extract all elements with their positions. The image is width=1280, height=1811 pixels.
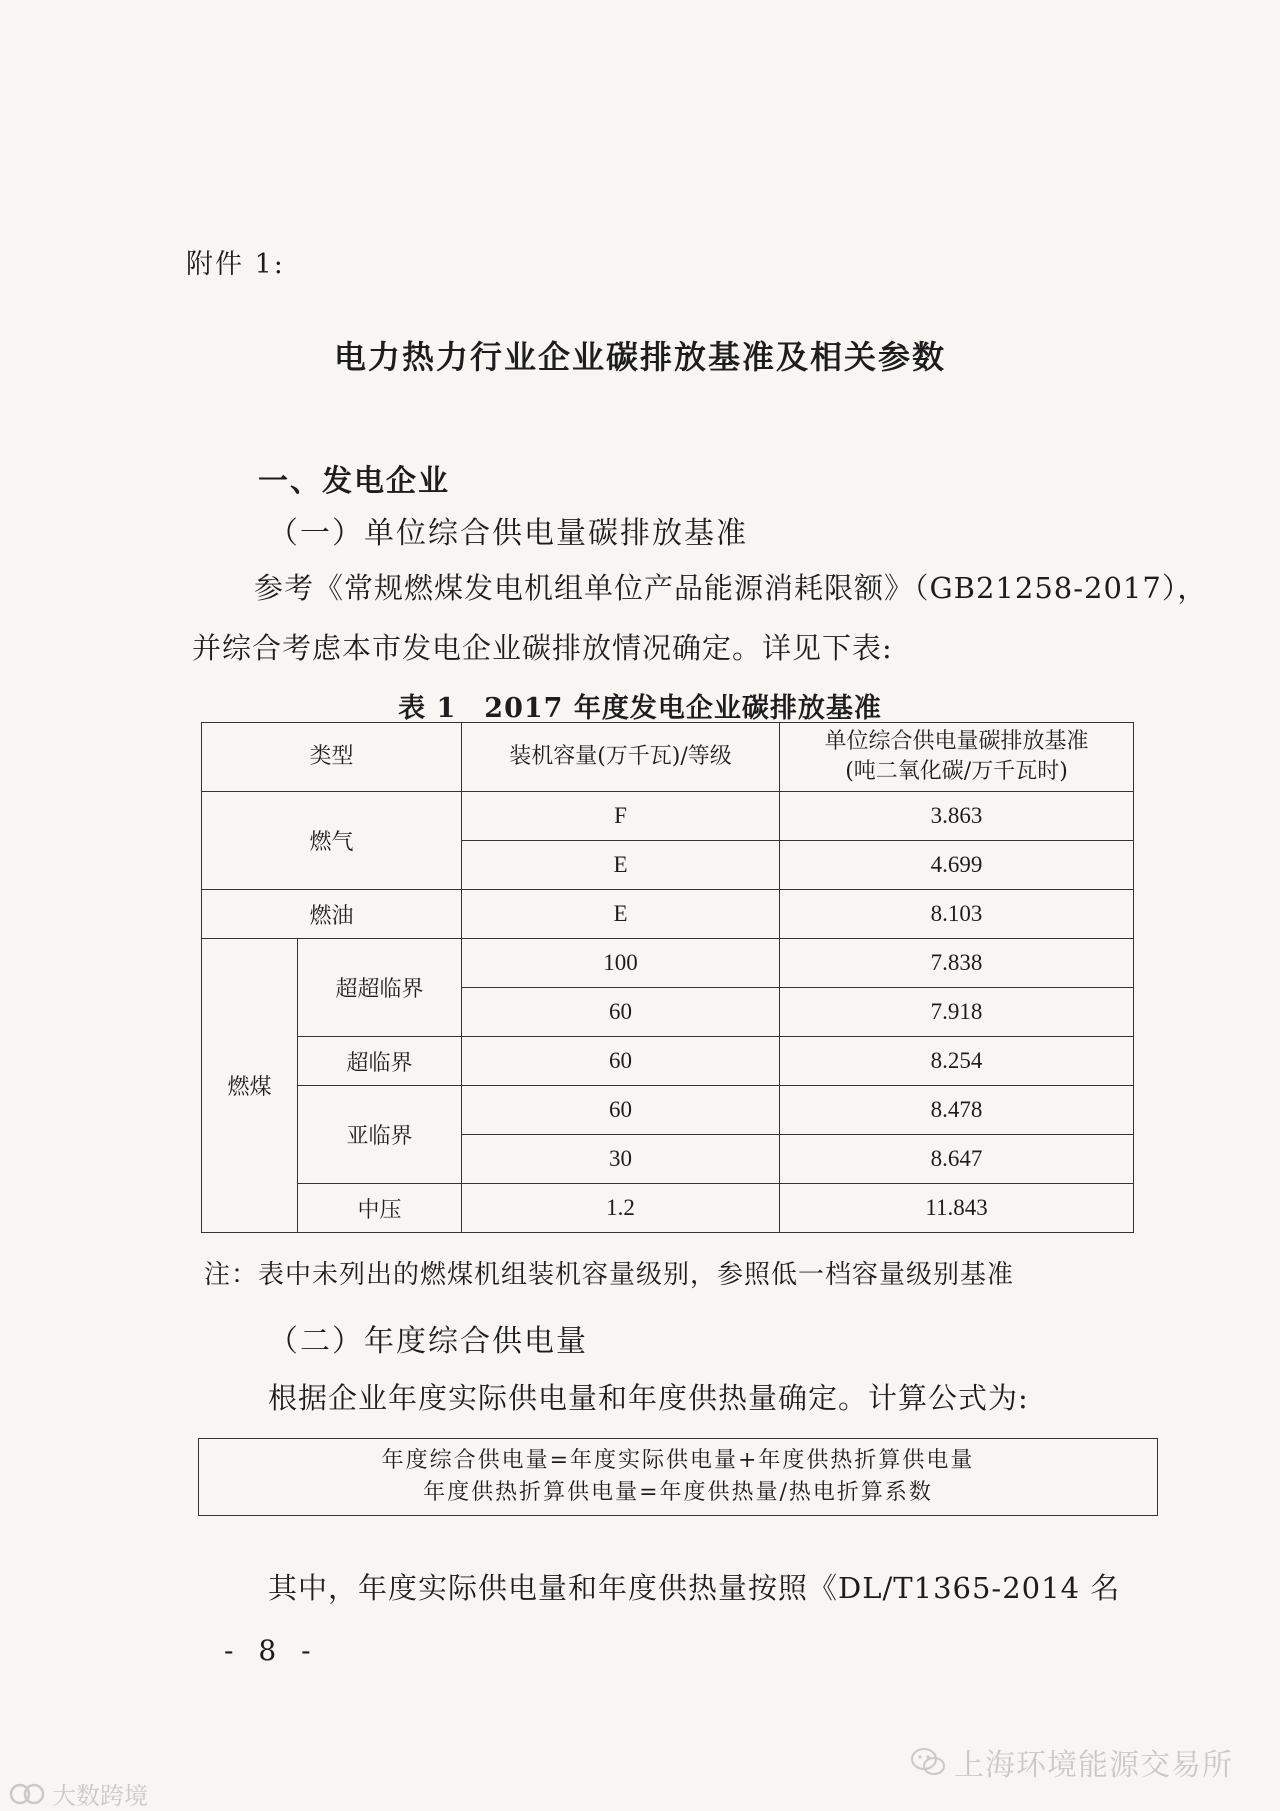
benchmark-table <box>201 722 1134 1233</box>
capacity-cell: 60 <box>462 988 780 1037</box>
table-caption: 表 1 2017 年度发电企业碳排放基准 <box>398 693 882 724</box>
subtype-cell-supercritical: 超临界 <box>298 1037 462 1086</box>
type-cell-gas: 燃气 <box>202 792 462 890</box>
header-type: 类型 <box>202 723 462 792</box>
table-row <box>202 1037 1134 1086</box>
paragraph-line: 参考《常规燃煤发电机组单位产品能源消耗限额》（GB21258-2017）， <box>254 571 1208 605</box>
header-benchmark-line2: (吨二氧化碳/万千瓦时) <box>845 759 1068 784</box>
paragraph-line: 并综合考虑本市发电企业碳排放情况确定。详见下表: <box>192 631 893 665</box>
benchmark-value-cell: 8.254 <box>780 1037 1134 1086</box>
type-cell-oil: 燃油 <box>202 890 462 939</box>
table-header-row <box>202 723 1134 792</box>
benchmark-value-cell: 8.647 <box>780 1135 1134 1184</box>
header-benchmark <box>780 723 1134 792</box>
header-capacity: 装机容量(万千瓦)/等级 <box>462 723 780 792</box>
subtype-cell-subcritical: 亚临界 <box>298 1086 462 1184</box>
formula-box <box>198 1438 1158 1516</box>
table-row <box>202 890 1134 939</box>
paragraph-line: 其中，年度实际供电量和年度供热量按照《DL/T1365-2014 名 <box>268 1571 1121 1605</box>
table-row <box>202 939 1134 988</box>
table-row <box>202 1184 1134 1233</box>
document-title: 电力热力行业企业碳排放基准及相关参数 <box>333 338 946 376</box>
table-row <box>202 1086 1134 1135</box>
page-number: - 8 - <box>224 1634 319 1667</box>
benchmark-value-cell: 8.478 <box>780 1086 1134 1135</box>
benchmark-value-cell: 4.699 <box>780 841 1134 890</box>
watermark <box>8 1776 148 1811</box>
section-heading: 一、发电企业 <box>258 464 450 499</box>
watermark-text: 大数跨境 <box>52 1782 148 1810</box>
capacity-cell: 60 <box>462 1086 780 1135</box>
subtype-cell-ultra-supercritical: 超超临界 <box>298 939 462 1037</box>
table-note: 注：表中未列出的燃煤机组装机容量级别，参照低一档容量级别基准 <box>204 1260 1015 1290</box>
capacity-cell: 60 <box>462 1037 780 1086</box>
subtype-cell-medium-pressure: 中压 <box>298 1184 462 1233</box>
subsection-heading: （二）年度综合供电量 <box>268 1324 588 1359</box>
watermark <box>910 1740 1233 1784</box>
benchmark-value-cell: 7.838 <box>780 939 1134 988</box>
capacity-cell: E <box>462 890 780 939</box>
capacity-cell: 100 <box>462 939 780 988</box>
formula-line: 年度综合供电量=年度实际供电量+年度供热折算供电量 <box>381 1448 975 1473</box>
capacity-cell: 1.2 <box>462 1184 780 1233</box>
watermark-text: 上海环境能源交易所 <box>954 1748 1233 1783</box>
formula-line: 年度供热折算供电量=年度供热量/热电折算系数 <box>423 1480 933 1505</box>
table-row <box>202 792 1134 841</box>
benchmark-value-cell: 3.863 <box>780 792 1134 841</box>
benchmark-value-cell: 11.843 <box>780 1184 1134 1233</box>
type-cell-coal: 燃煤 <box>202 939 298 1233</box>
header-benchmark-line1: 单位综合供电量碳排放基准 <box>824 729 1089 754</box>
subsection-heading: （一）单位综合供电量碳排放基准 <box>268 516 748 551</box>
capacity-cell: F <box>462 792 780 841</box>
attachment-label: 附件 1: <box>186 249 285 280</box>
wechat-icon <box>910 1747 946 1777</box>
benchmark-value-cell: 8.103 <box>780 890 1134 939</box>
paragraph-line: 根据企业年度实际供电量和年度供热量确定。计算公式为: <box>268 1381 1029 1415</box>
logo-icon <box>8 1781 46 1807</box>
capacity-cell: 30 <box>462 1135 780 1184</box>
capacity-cell: E <box>462 841 780 890</box>
benchmark-value-cell: 7.918 <box>780 988 1134 1037</box>
